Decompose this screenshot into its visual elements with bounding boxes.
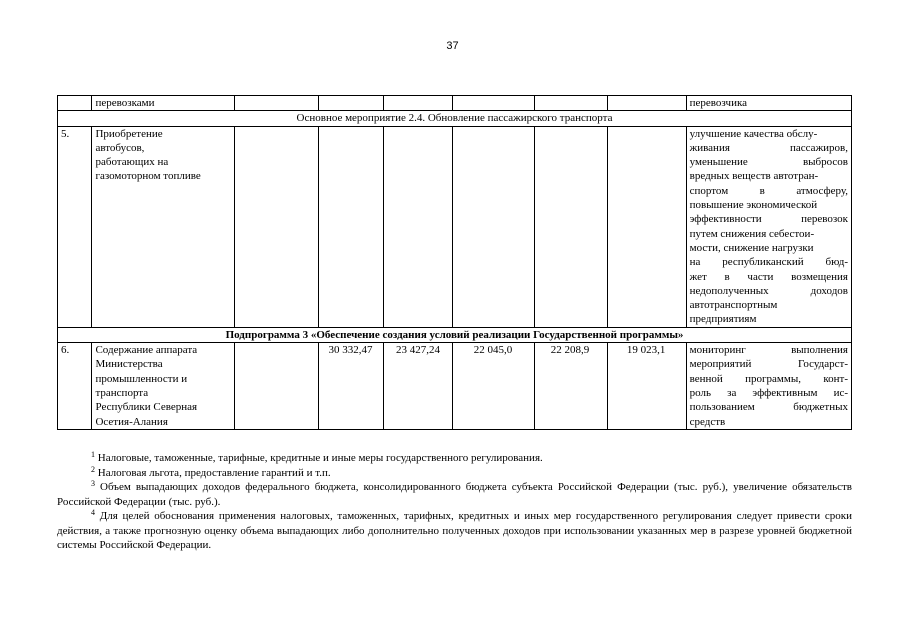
result-line: мониторинг выполнения — [689, 344, 848, 357]
table-row-6 — [58, 343, 852, 430]
result-line: живания пассажиров, — [689, 141, 848, 154]
cell-result — [686, 343, 851, 430]
cell-name: перевозками — [92, 96, 235, 111]
result-line: улучшение качества обслу- — [689, 127, 818, 140]
name-line: Министерства — [95, 358, 163, 371]
section-title: Основное мероприятие 2.4. Обновление пассажирского транспорта — [58, 111, 852, 126]
name-line: Осетия-Алания — [95, 415, 168, 428]
result-line: предприятиям — [689, 313, 757, 326]
result-line: спортом в атмосферу, — [689, 184, 848, 197]
name-line: Приобретение — [95, 127, 163, 140]
result-line: уменьшение выбросов — [689, 156, 848, 169]
result-line: венной программы, конт- — [689, 372, 848, 385]
table-row-continuation — [58, 96, 852, 111]
footnote-text: Налоговая льгота, предоставление гарантий и т.п. — [95, 466, 331, 479]
footnote-4 — [57, 509, 852, 553]
footnote-1 — [57, 451, 852, 466]
result-line: средств — [689, 415, 726, 428]
name-line: работающих на — [95, 156, 169, 169]
subprogram-row — [58, 327, 852, 342]
result-line: эффективности перевозок — [689, 213, 848, 226]
name-line: транспорта — [95, 386, 149, 399]
result-line: вредных веществ автотран- — [689, 170, 819, 183]
footnote-mark: 4 — [91, 508, 95, 517]
footnote-text: Налоговые, таможенные, тарифные, кредитные и иные меры государственного регулирования. — [95, 452, 543, 464]
footnote-mark: 2 — [91, 464, 95, 474]
result-line: роль за эффективным ис- — [689, 386, 848, 399]
table-row-5 — [58, 126, 852, 327]
cell-value: 30 332,47 — [318, 343, 384, 430]
cell-name — [92, 343, 235, 430]
footnotes — [57, 451, 852, 553]
footnote-3 — [57, 480, 852, 509]
cell-num — [58, 96, 92, 111]
result-line: жет в части возмещения — [689, 270, 848, 283]
result-line: недополученных доходов — [689, 284, 848, 297]
footnote-text: Объем выпадающих доходов федерального бюджета, консолидированного бюджета субъекта Российской Федерации (тыс. руб.), увеличение обязательств Российской Федерации (тыс. руб.). — [57, 481, 852, 508]
cell-value: 22 208,9 — [534, 343, 607, 430]
name-line: промышленности и — [95, 372, 188, 385]
result-line: автотранспортным — [689, 299, 778, 312]
name-line: Республики Северная — [95, 401, 198, 414]
footnote-2 — [57, 466, 852, 481]
cell-value: 22 045,0 — [453, 343, 534, 430]
name-line: Содержание аппарата — [95, 344, 198, 357]
name-line: автобусов, — [95, 141, 145, 154]
result-line: мости, снижение нагрузки — [689, 241, 814, 254]
cell-name — [92, 126, 235, 327]
measures-table — [57, 95, 852, 430]
result-line: на республиканский бюд- — [689, 256, 848, 269]
cell-num: 6. — [58, 343, 92, 430]
cell-value: 19 023,1 — [607, 343, 686, 430]
result-line: пользованием бюджетных — [689, 401, 848, 414]
page-number: 37 — [446, 40, 459, 52]
cell-result: перевозчика — [686, 96, 851, 111]
cell-value: 23 427,24 — [384, 343, 453, 430]
footnote-text: Для целей обоснования применения налоговых, таможенных, тарифных, кредитных и иных мер государственного регулирования следует привести сроки действия, а также прогнозную оценку объема выпадающих либо дополнительно полученных доходов при использовании указанных мер в разрезе уровней бюджетной системы Российской Федерации. — [57, 510, 852, 551]
cell-result — [686, 126, 851, 327]
result-line: мероприятий Государст- — [689, 358, 848, 371]
footnote-mark: 3 — [91, 479, 95, 488]
name-line: газомоторном топливе — [95, 170, 201, 183]
section-row — [58, 111, 852, 126]
cell-value — [235, 343, 318, 430]
footnote-mark: 1 — [91, 450, 95, 459]
subprogram-title: Подпрограмма 3 «Обеспечение создания условий реализации Государственной программы» — [58, 327, 852, 342]
result-line: повышение экономической — [689, 199, 818, 212]
cell-num: 5. — [58, 126, 92, 327]
result-line: путем снижения себестои- — [689, 227, 815, 240]
